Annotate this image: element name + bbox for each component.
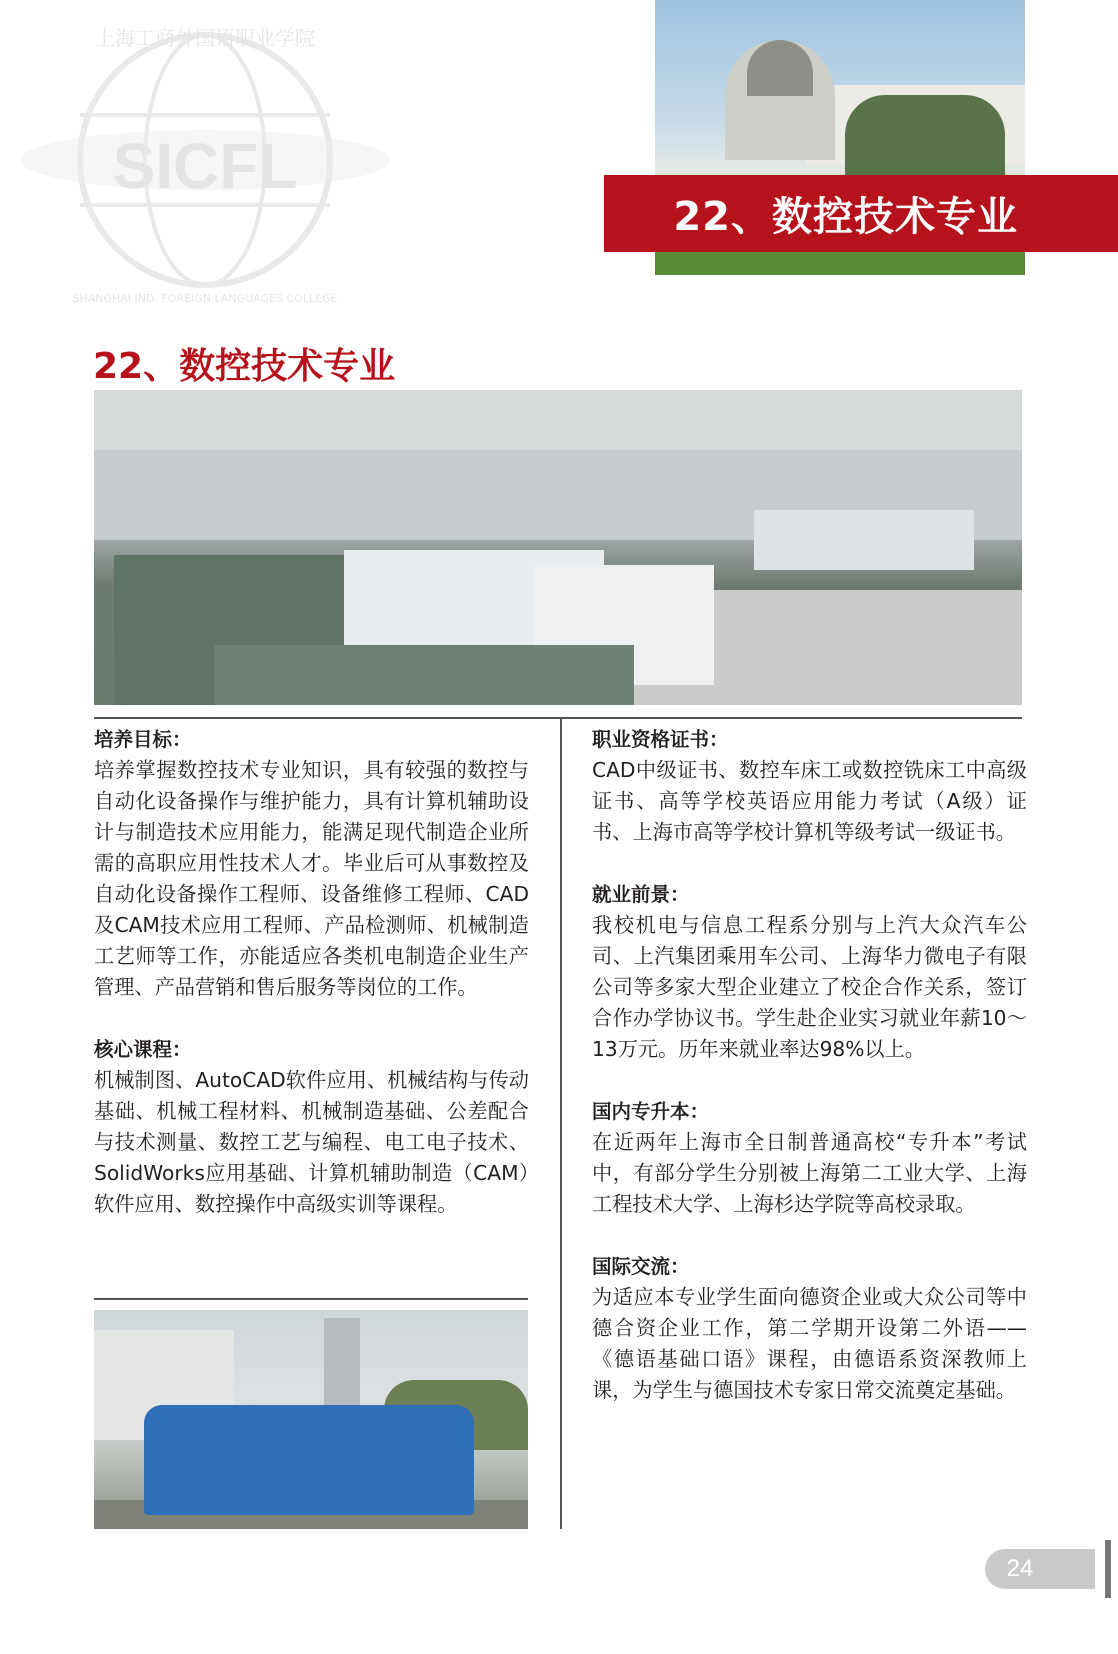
left-column — [94, 724, 529, 1251]
section-heading-upgrade: 国内专升本： — [592, 1100, 710, 1123]
section-body-upgrade: 在近两年上海市全日制普通高校“专升本”考试中，有部分学生分别被上海第二工业大学、上海工程技术大学、上海杉达学院等高校录取。 — [592, 1130, 1027, 1216]
svg-text:SHANGHAI IND. FOREIGN LANGUAGE: SHANGHAI IND. FOREIGN LANGUAGES COLLEGE — [72, 292, 338, 305]
page-number: 24 — [1006, 1555, 1034, 1582]
photo-divider — [94, 1298, 528, 1300]
college-logo-watermark — [15, 10, 395, 310]
section-body-employment: 我校机电与信息工程系分别与上汽大众汽车公司、上汽集团乘用车公司、上海华力微电子有限公司等多家大型企业建立了校企合作关系，签订合作办学协议书。学生赴企业实习就业年薪10～13万元。历年来就业率达98%以上。 — [592, 913, 1027, 1061]
section-heading-core-courses: 核心课程： — [94, 1038, 192, 1061]
svg-text:SICFL: SICFL — [112, 130, 298, 202]
page-edge-bar — [1105, 1540, 1111, 1598]
section-divider — [94, 717, 1022, 719]
page-title: 22、数控技术专业 — [93, 346, 396, 387]
header-banner — [604, 175, 1118, 252]
section-heading-certificates: 职业资格证书： — [592, 728, 729, 751]
section-heading-employment: 就业前景： — [592, 883, 690, 906]
section-heading-international: 国际交流： — [592, 1255, 690, 1278]
section-body-international: 为适应本专业学生面向德资企业或大众公司等中德合资企业工作，第二学期开设第二外语——《德语基础口语》课程，由德语系资深教师上课，为学生与德国技术专家日常交流奠定基础。 — [592, 1285, 1027, 1402]
section-body-certificates: CAD中级证书、数控车床工或数控铣床工中高级证书、高等学校英语应用能力考试（A级）证书、上海市高等学校计算机等级考试一级证书。 — [592, 758, 1027, 844]
svg-text:上海工商外国语职业学院: 上海工商外国语职业学院 — [95, 26, 315, 50]
section-body-core-courses: 机械制图、AutoCAD软件应用、机械结构与传动基础、机械工程材料、机械制造基础、公差配合与技术测量、数控工艺与编程、电工电子技术、SolidWorks应用基础、计算机辅助制造（CAM）软件应用、数控操作中高级实训等课程。 — [94, 1068, 529, 1216]
cnc-workshop-photo — [94, 390, 1022, 705]
section-body-training-goal: 培养掌握数控技术专业知识，具有较强的数控与自动化设备操作与维护能力，具有计算机辅助设计与制造技术应用能力，能满足现代制造企业所需的高职应用性技术人才。毕业后可从事数控及自动化设备操作工程师、设备维修工程师、CAD及CAM技术应用工程师、产品检测师、机械制造工艺师等工作，亦能适应各类机电制造企业生产管理、产品营销和售后服务等岗位的工作。 — [94, 758, 529, 999]
column-divider — [560, 719, 562, 1529]
banner-title: 22、数控技术专业 — [673, 194, 1018, 240]
right-column — [592, 724, 1027, 1437]
section-heading-training-goal: 培养目标： — [94, 728, 192, 751]
students-group-photo — [94, 1310, 528, 1529]
